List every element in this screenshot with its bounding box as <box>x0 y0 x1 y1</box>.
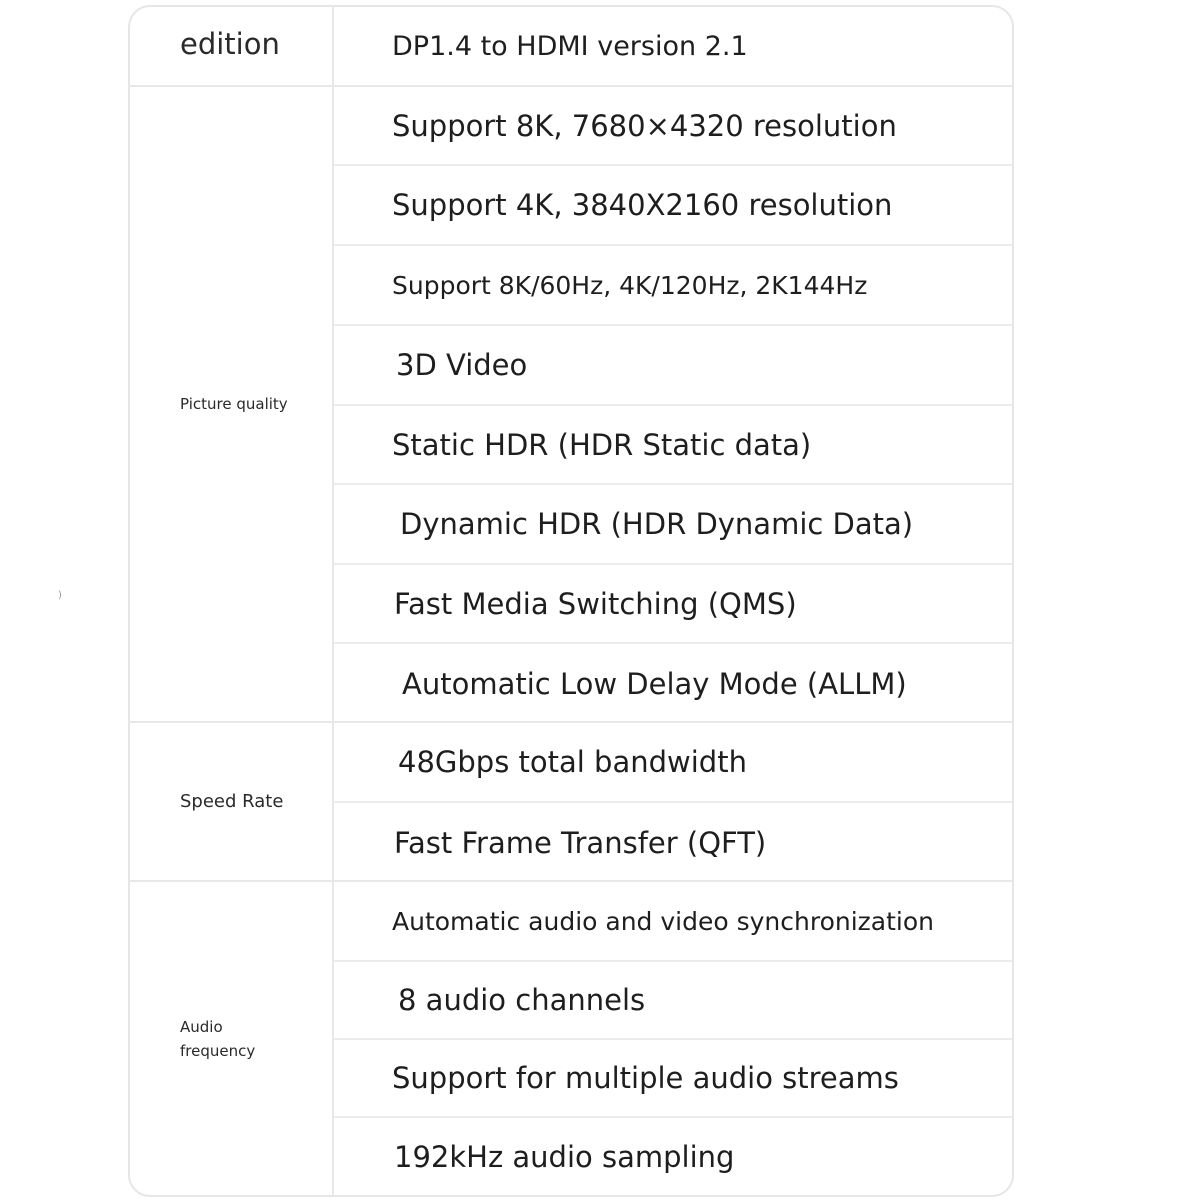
spec-row: Fast Frame Transfer (QFT) <box>394 825 767 860</box>
spec-row: 48Gbps total bandwidth <box>334 723 1012 803</box>
spec-rows <box>334 882 1012 1195</box>
spec-row: Static HDR (HDR Static data) <box>334 406 1012 485</box>
spec-rows <box>334 723 1012 880</box>
group-label-line: frequency <box>180 1041 256 1060</box>
spec-row: Automatic audio and video synchronization <box>334 882 1012 962</box>
stray-mark: ) <box>58 590 62 601</box>
group-label-line: Speed Rate <box>180 790 284 812</box>
spec-row: 3D Video <box>334 326 1012 406</box>
group-audio-frequency <box>130 882 1012 1195</box>
group-label-line: Audio <box>180 1017 223 1036</box>
spec-row: Support 4K, 3840X2160 resolution <box>334 166 1012 246</box>
group-label-line: Picture quality <box>180 395 288 413</box>
spec-row: Support 8K/60Hz, 4K/120Hz, 2K144Hz <box>334 246 1012 326</box>
spec-row: DP1.4 to HDMI version 2.1 <box>392 30 748 62</box>
spec-row: 192kHz audio sampling <box>394 1139 735 1174</box>
spec-row: Support 8K, 7680×4320 resolution <box>334 87 1012 166</box>
group-edition <box>130 7 1012 87</box>
spec-row: Support for multiple audio streams <box>334 1040 1012 1118</box>
group-label <box>130 882 334 1195</box>
spec-row: Dynamic HDR (HDR Dynamic Data) <box>334 485 1012 565</box>
group-label-line: edition <box>180 27 280 61</box>
group-label <box>130 87 334 721</box>
group-label <box>130 723 334 880</box>
spec-row: 8 audio channels <box>334 962 1012 1040</box>
group-speed-rate <box>130 723 1012 882</box>
spec-rows <box>334 87 1012 721</box>
group-picture-quality <box>130 87 1012 723</box>
group-label <box>130 7 334 85</box>
spec-rows <box>334 7 1012 85</box>
spec-row: Fast Media Switching (QMS) <box>334 565 1012 644</box>
spec-table <box>128 5 1014 1197</box>
spec-row: Automatic Low Delay Mode (ALLM) <box>402 666 907 701</box>
